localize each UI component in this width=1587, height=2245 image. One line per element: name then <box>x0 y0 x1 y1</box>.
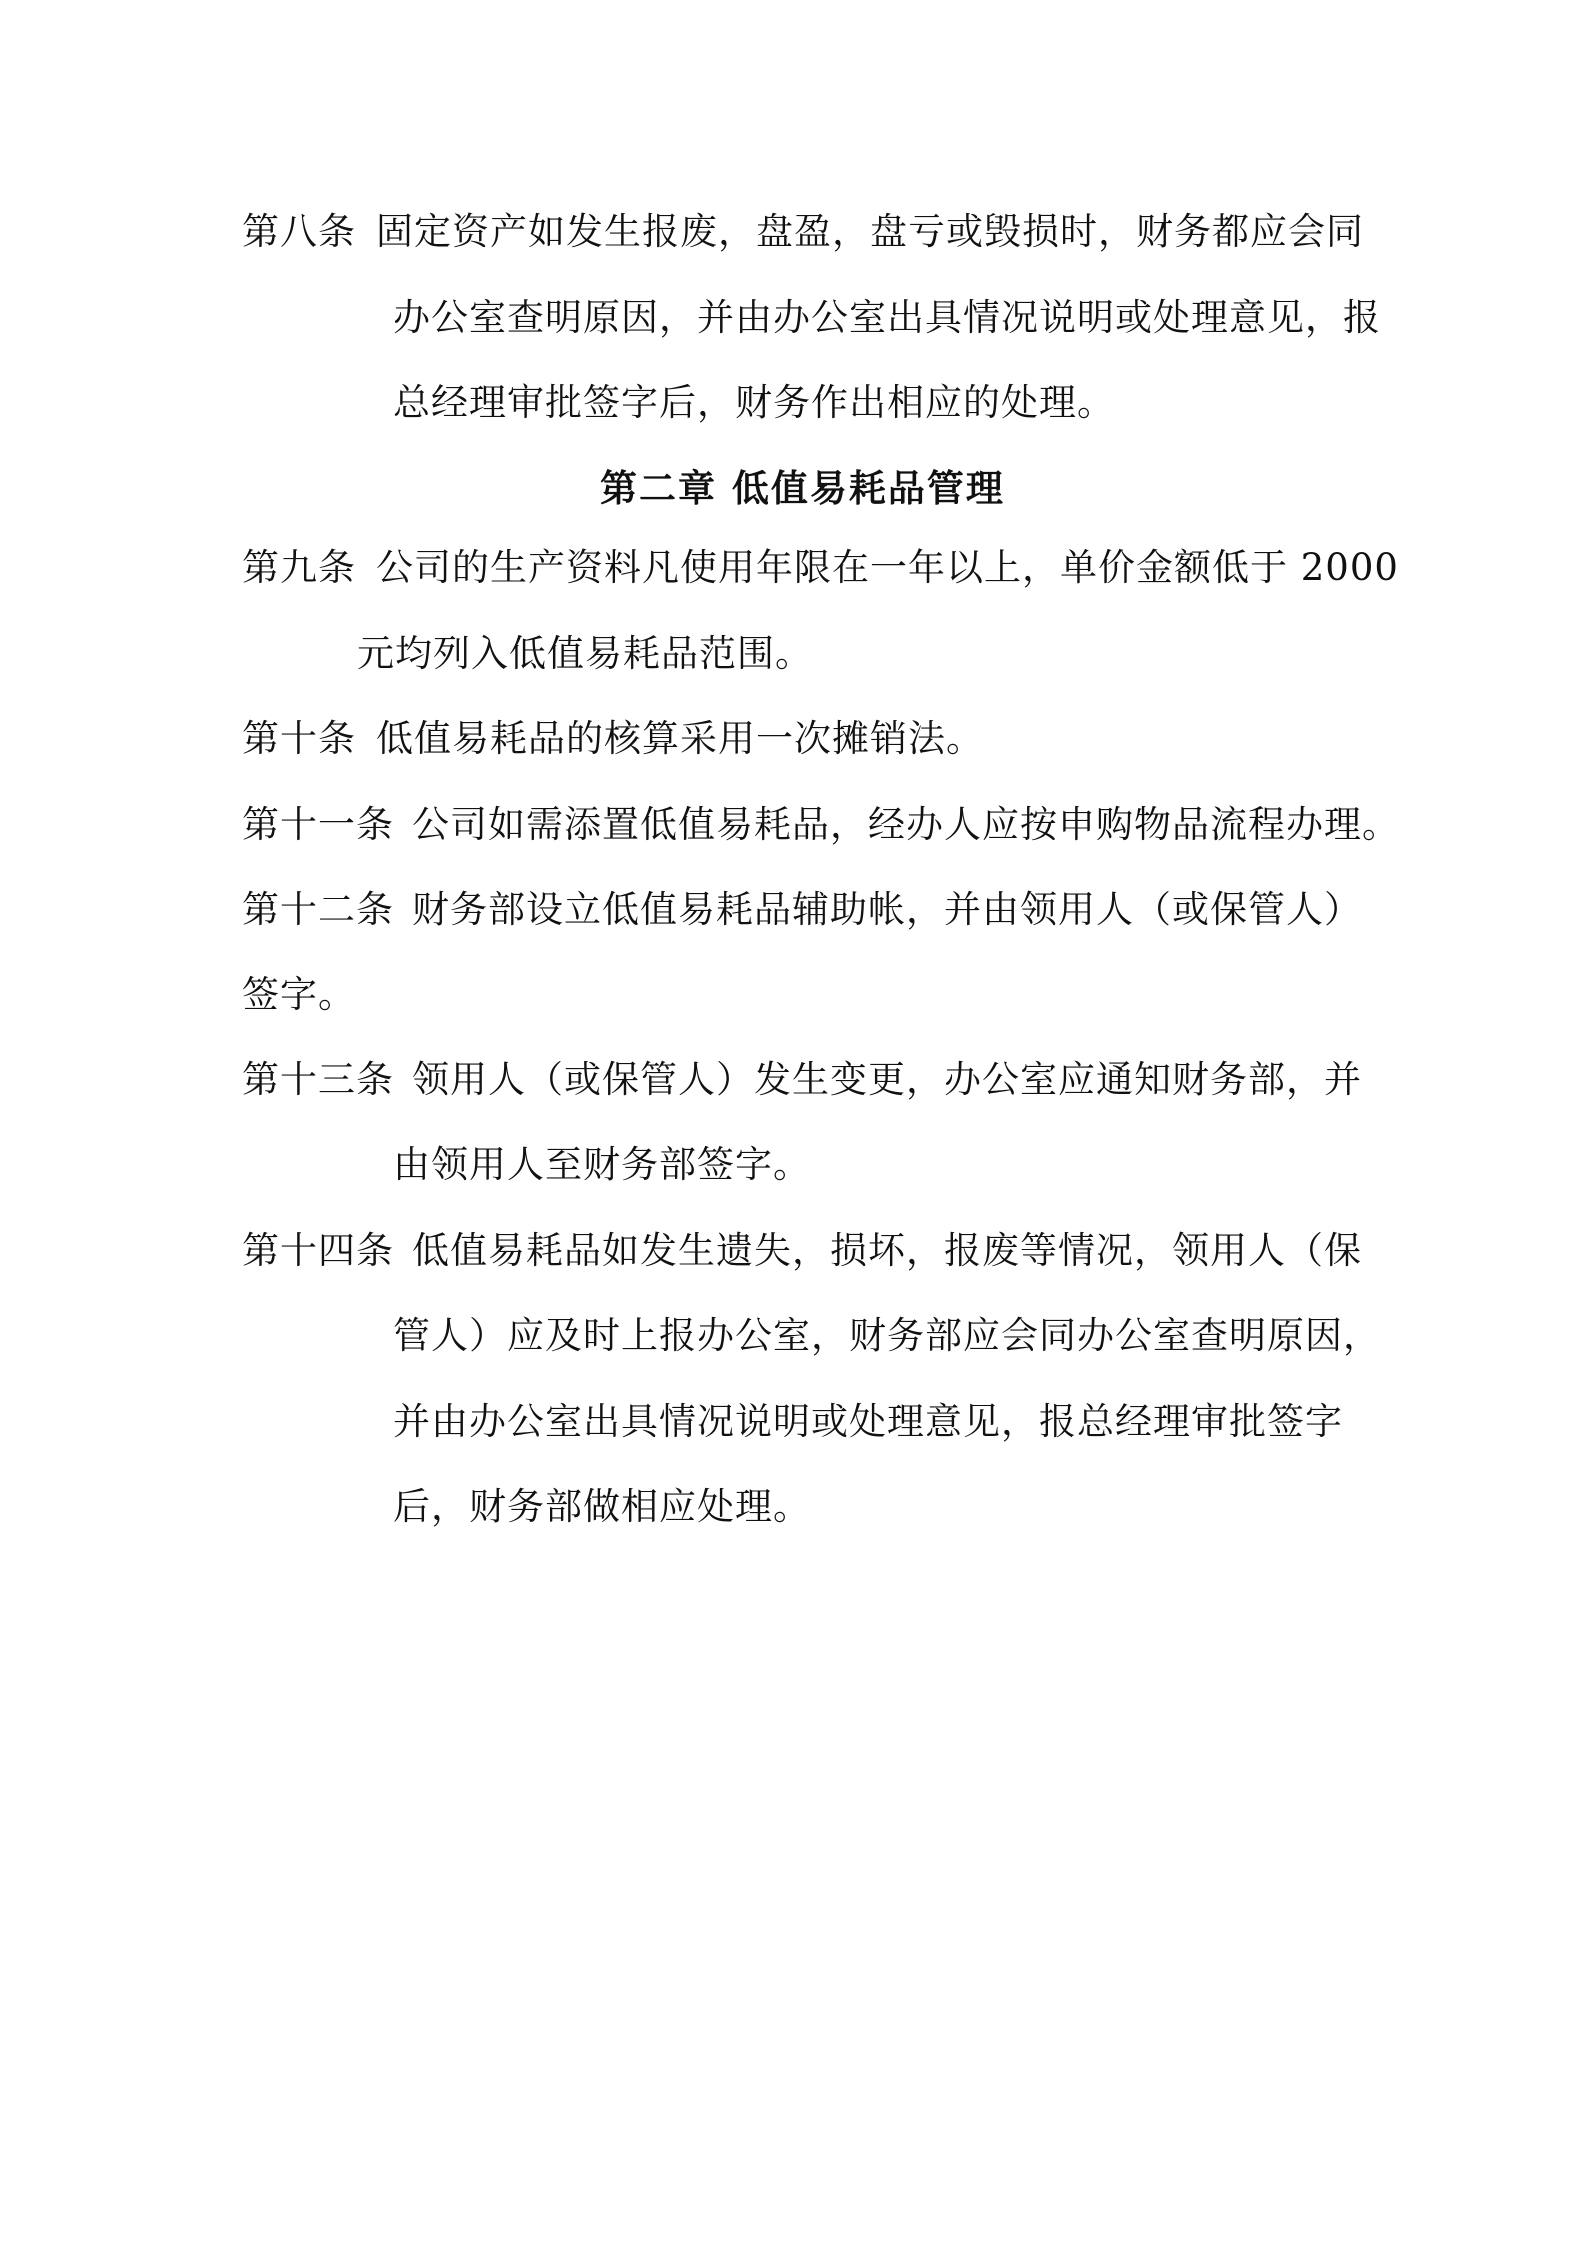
article-11-line-1: 公司如需添置低值易耗品，经办人应按申购物品流程办理。 <box>412 803 1400 846</box>
article-8-line-2: 办公室查明原因，并由办公室出具情况说明或处理意见，报 <box>393 296 1381 339</box>
article-12-line-1: 财务部设立低值易耗品辅助帐，并由领用人（或保管人） <box>412 888 1362 931</box>
article-8-line-1: 固定资产如发生报废，盘盈，盘亏或毁损时，财务都应会同 <box>376 210 1364 253</box>
article-13-line-1: 领用人（或保管人）发生变更，办公室应通知财务部，并 <box>412 1058 1362 1101</box>
article-11-number: 第十一条 <box>242 803 394 846</box>
article-10-line-1: 低值易耗品的核算采用一次摊销法。 <box>376 717 984 760</box>
article-13-line-2: 由领用人至财务部签字。 <box>393 1143 811 1186</box>
article-8-line-3: 总经理审批签字后，财务作出相应的处理。 <box>393 381 1115 424</box>
article-14-line-2: 管人）应及时上报办公室，财务部应会同办公室查明原因， <box>393 1314 1381 1357</box>
article-9-line-2: 元均列入低值易耗品范围。 <box>357 632 813 675</box>
article-14-line-4: 后，财务部做相应处理。 <box>393 1485 811 1528</box>
article-14-line-1: 低值易耗品如发生遗失，损坏，报废等情况，领用人（保 <box>412 1229 1362 1272</box>
article-13-number: 第十三条 <box>242 1058 394 1101</box>
article-10-number: 第十条 <box>242 717 356 760</box>
article-12-number: 第十二条 <box>242 888 394 931</box>
article-9-number: 第九条 <box>242 546 356 589</box>
article-8-number: 第八条 <box>242 210 356 253</box>
article-14-line-3: 并由办公室出具情况说明或处理意见，报总经理审批签字 <box>393 1400 1343 1443</box>
article-12-line-2: 签字。 <box>242 973 356 1016</box>
chapter-heading: 第二章 低值易耗品管理 <box>600 466 1005 510</box>
article-14-number: 第十四条 <box>242 1229 394 1272</box>
article-9-line-1: 公司的生产资料凡使用年限在一年以上，单价金额低于 2000 <box>376 546 1399 589</box>
